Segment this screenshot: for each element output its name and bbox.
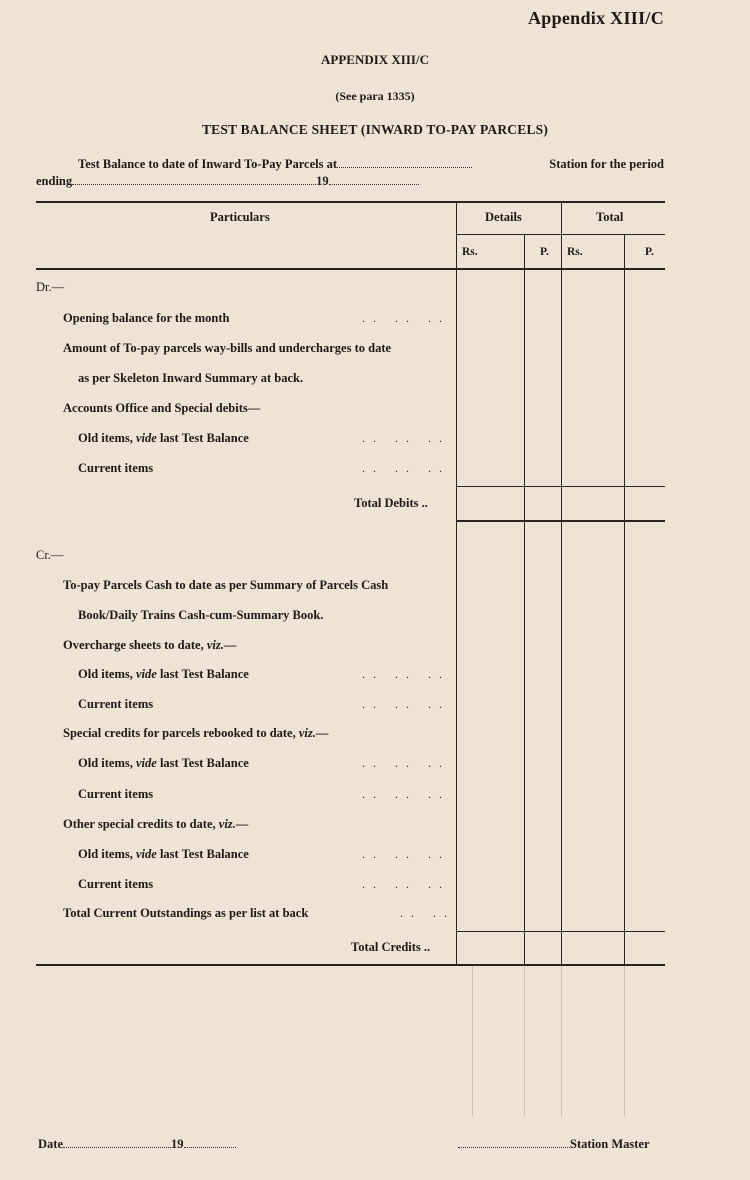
row-leader: .. .. (400, 906, 455, 920)
total-header: Total (596, 210, 624, 224)
sheet-title: TEST BALANCE SHEET (INWARD TO-PAY PARCELS) (201, 122, 549, 137)
dr-label: Dr.— (36, 280, 65, 294)
table-top-border (36, 201, 665, 203)
faint-rule (624, 966, 625, 1116)
details-total-divider (561, 201, 562, 966)
date-year: 19 (171, 1137, 184, 1151)
document-title: APPENDIX XIII/C (321, 52, 429, 67)
intro-line-1 (78, 157, 664, 172)
row-leader: .. .. .. (362, 787, 450, 801)
intro-station-label: Test Balance to date of Inward To-Pay Parcels at (78, 157, 338, 171)
particulars-header: Particulars (210, 210, 270, 224)
station-blank (337, 157, 472, 168)
opening-balance-row: Opening balance for the month (63, 311, 230, 325)
total-credits-label: Total Credits .. (351, 940, 431, 954)
overcharge-row: Overcharge sheets to date, viz.— (63, 638, 237, 652)
topay-row-line-2: Book/Daily Trains Cash-cum-Summary Book. (78, 608, 324, 622)
special-current-items-row: Current items (78, 787, 154, 801)
details-header: Details (485, 210, 522, 224)
date-label: Date (38, 1137, 63, 1151)
other-old-items-row: Old items, vide last Test Balance (78, 847, 249, 861)
footer-date (38, 1137, 236, 1152)
accounts-office-row: Accounts Office and Special debits— (63, 401, 261, 415)
overcharge-old-items-row: Old items, vide last Test Balance (78, 667, 249, 681)
total-debits-bottom-line (456, 520, 665, 522)
station-master-label: Station Master (570, 1137, 650, 1151)
other-special-credits-row: Other special credits to date, viz.— (63, 817, 249, 831)
ending-year-blank (329, 174, 419, 185)
total-credits-top-line (456, 931, 665, 932)
special-old-items-row: Old items, vide last Test Balance (78, 756, 249, 770)
see-para-reference: (See para 1335) (335, 89, 415, 103)
signature-blank (458, 1137, 570, 1148)
intro-line-2 (36, 174, 419, 189)
total-rs-p-divider (624, 234, 625, 966)
particulars-right-border (456, 201, 457, 966)
faint-rule (472, 966, 473, 1116)
details-rs-p-divider (524, 234, 525, 966)
details-rs-header: Rs. (462, 246, 478, 258)
faint-rule (524, 966, 525, 1116)
topay-row-line-1: To-pay Parcels Cash to date as per Summary of Parcels Cash (63, 578, 389, 592)
cr-label: Cr.— (36, 548, 64, 562)
dr-old-items-row: Old items, vide last Test Balance (78, 431, 249, 445)
intro-year: 19 (316, 174, 329, 188)
appendix-corner-label: Appendix XIII/C (527, 8, 664, 28)
row-leader: .. .. .. (362, 311, 450, 325)
special-credits-row: Special credits for parcels rebooked to date, viz.— (63, 726, 329, 740)
header-bottom-border (36, 268, 665, 270)
row-leader: .. .. .. (362, 847, 450, 861)
intro-ending-label: ending (36, 174, 73, 188)
total-p-header: P. (645, 246, 654, 258)
row-leader: .. .. .. (362, 756, 450, 770)
row-leader: .. .. .. (362, 667, 450, 681)
amount-row-line-2: as per Skeleton Inward Summary at back. (78, 371, 304, 385)
row-leader: .. .. .. (362, 431, 450, 445)
dr-current-items-row: Current items (78, 461, 154, 475)
row-leader: .. .. .. (362, 877, 450, 891)
overcharge-current-items-row: Current items (78, 697, 154, 711)
row-leader: .. .. .. (362, 461, 450, 475)
footer-signature (458, 1137, 650, 1152)
ending-date-blank (72, 174, 316, 185)
faint-rule (561, 966, 562, 1116)
date-blank (63, 1137, 171, 1148)
amount-row-line-1: Amount of To-pay parcels way-bills and undercharges to date (63, 341, 392, 355)
details-p-header: P. (540, 246, 549, 258)
total-rs-header: Rs. (567, 246, 583, 258)
table-bottom-border (36, 964, 665, 966)
date-year-blank (184, 1137, 236, 1148)
total-debits-top-line (456, 486, 665, 487)
outstandings-row: Total Current Outstandings as per list at back (63, 906, 309, 920)
row-leader: .. .. .. (362, 697, 450, 711)
intro-period-label: Station for the period (549, 157, 664, 171)
total-debits-label: Total Debits .. (354, 496, 428, 510)
other-current-items-row: Current items (78, 877, 154, 891)
